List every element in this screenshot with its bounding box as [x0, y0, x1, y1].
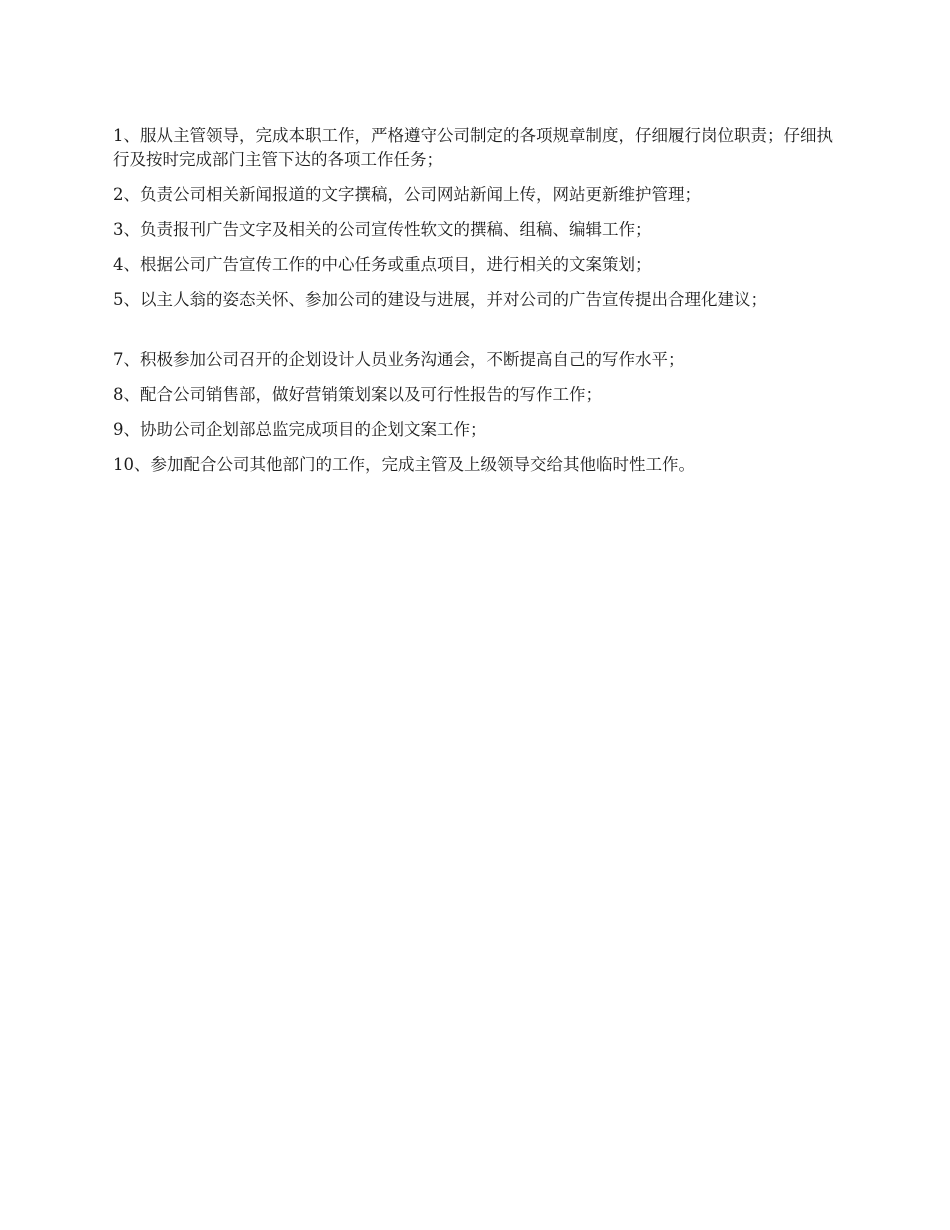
duty-item-10: 10、参加配合公司其他部门的工作，完成主管及上级领导交给其他临时性工作。	[113, 455, 695, 474]
duty-item-4: 4、根据公司广告宣传工作的中心任务或重点项目，进行相关的文案策划；	[113, 255, 652, 274]
duty-item-5: 5、以主人翁的姿态关怀、参加公司的建设与进展，并对公司的广告宣传提出合理化建议；	[113, 290, 767, 309]
duty-item-1: 1、服从主管领导，完成本职工作，严格遵守公司制定的各项规章制度，仔细履行岗位职责；仔细执行及按时完成部门主管下达的各项工作任务；	[113, 126, 833, 169]
duty-item-7: 7、积极参加公司召开的企划设计人员业务沟通会，不断提高自己的写作水平；	[113, 350, 685, 369]
duty-item-2: 2、负责公司相关新闻报道的文字撰稿，公司网站新闻上传，网站更新维护管理；	[113, 185, 701, 204]
duty-list	[113, 124, 838, 488]
duty-item-9: 9、协助公司企划部总监完成项目的企划文案工作；	[113, 420, 487, 439]
duty-item-3: 3、负责报刊广告文字及相关的公司宣传性软文的撰稿、组稿、编辑工作；	[113, 220, 652, 239]
duty-item-8: 8、配合公司销售部，做好营销策划案以及可行性报告的写作工作；	[113, 385, 602, 404]
